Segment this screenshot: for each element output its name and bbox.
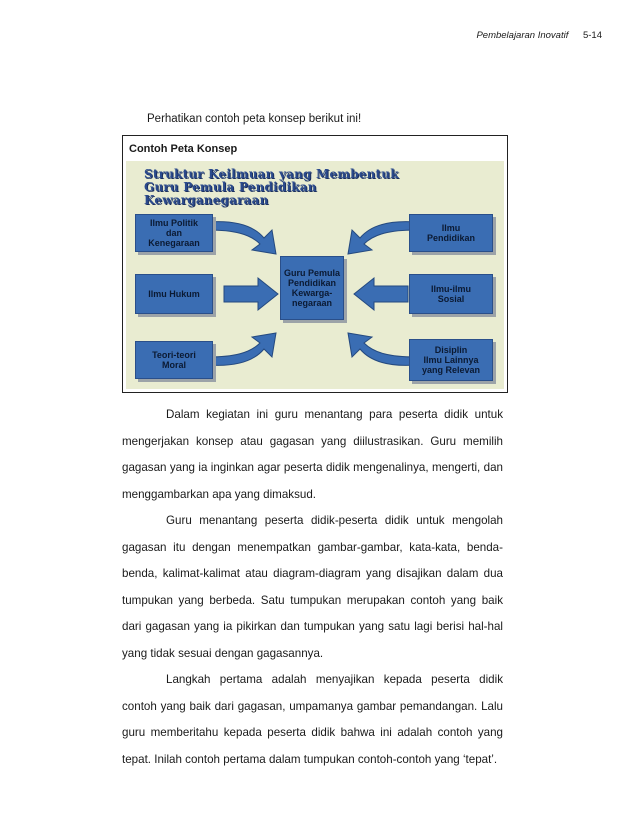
paragraph: Dalam kegiatan ini guru menantang para peserta didik untuk mengerjakan konsep atau gagasan yang diilustrasikan. Guru memilih gagasan yang ia inginkan agar peserta didik mengenalinya, mengerti, dan menggambarkan apa yang dimaksud. [122,408,503,501]
diagram-title-line: Struktur Keilmuan yang Membentuk [144,167,399,181]
box-teori-moral: Teori-teori Moral [135,341,213,379]
arrow-mid-right-icon [352,276,410,312]
figure-label: Contoh Peta Konsep [129,143,238,155]
box-ilmu-pendidikan: Ilmu Pendidikan [409,214,493,252]
diagram-title-line: Guru Pemula Pendidikan [144,180,317,194]
box-ilmu-sosial: Ilmu-ilmu Sosial [409,274,493,314]
box-ilmu-hukum: Ilmu Hukum [135,274,213,314]
header-title: Pembelajaran Inovatif [476,30,569,41]
diagram-title-line: Kewarganegaraan [144,193,269,207]
concept-map-figure [122,135,508,393]
box-disiplin-ilmu: Disiplin Ilmu Lainnya yang Relevan [409,339,493,381]
arrow-bottom-right-icon [338,329,418,371]
paragraph: Langkah pertama adalah menyajikan kepada peserta didik contoh yang baik dari gagasan, umpamanya gambar pemandangan. Lalu guru memberitahu kepada peserta didik bahwa ini adalah contoh yang tepat. Inilah contoh pertama dalam tumpukan contoh-contoh yang ‘tepat’. [122,673,503,766]
arrow-top-left-icon [206,216,286,256]
concept-map-diagram [126,161,504,389]
arrow-top-right-icon [338,216,418,256]
paragraph: Guru menantang peserta didik-peserta didik untuk mengolah gagasan itu dengan menempatkan gambar-gambar, kata-kata, benda-benda, kalimat-kalimat atau diagram-diagram yang disajikan dalam dua tumpukan yang berbeda. Satu tumpukan merupakan contoh yang baik dari gagasan yang ia pikirkan dan tumpukan yang satu lagi berisi hal-hal yang tidak sesuai dengan gagasannya. [122,514,503,660]
box-center-guru-pemula: Guru Pemula Pendidikan Kewarga- negaraan [280,256,344,320]
page-number: 5-14 [582,30,602,41]
arrow-bottom-left-icon [206,329,286,371]
diagram-title [144,168,399,207]
page-header [476,30,602,41]
arrow-mid-left-icon [222,276,280,312]
intro-text: Perhatikan contoh peta konsep berikut ini! [147,113,362,125]
box-ilmu-politik: Ilmu Politik dan Kenegaraan [135,214,213,252]
body-text [122,402,503,773]
